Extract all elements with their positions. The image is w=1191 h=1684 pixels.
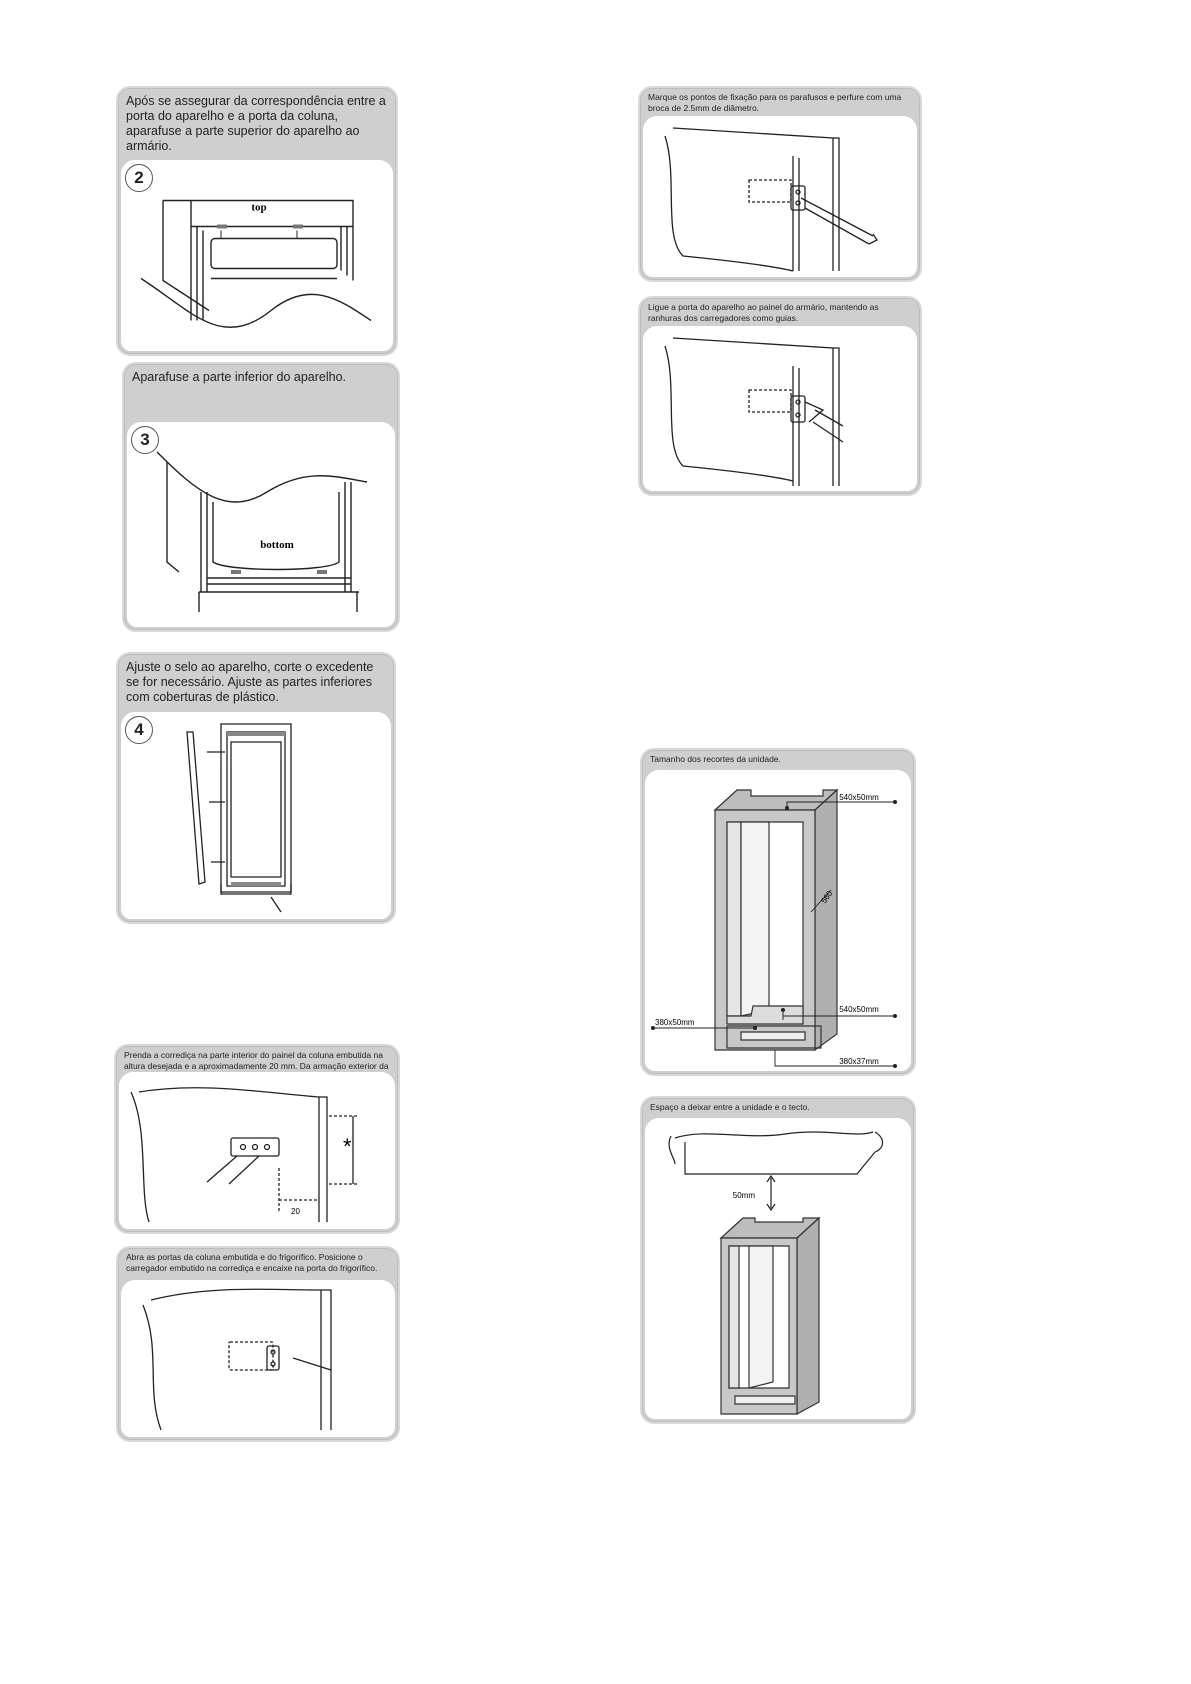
cutout-depth-dim: 560 [819,889,835,906]
step-2-panel [116,86,398,356]
ceiling-gap-illustration [645,1118,911,1419]
ceiling-gap-dim: 50mm [732,1191,755,1200]
ceiling-gap-panel [640,1096,916,1424]
cutout-left-dim: 380x50mm [655,1018,695,1027]
step-4-illustration [121,712,391,919]
cutout-illustration [645,770,911,1071]
open-doors-illustration [121,1280,395,1437]
cutout-top-dim: 540x50mm [839,793,879,802]
ceiling-gap-caption: Espaço a deixar entre a unidade e o tecto. [650,1102,810,1112]
drill-caption: Marque os pontos de fixação para os parafusos e perfure com uma broca de 2.5mm de diâmetro. [648,92,902,113]
step-3-illustration [127,422,395,627]
step-3-caption: Aparafuse a parte inferior do aparelho. [132,370,347,384]
step-2-caption: Após se assegurar da correspondência entre a porta do aparelho e a porta da coluna, aparafuse a parte superior do aparelho ao armário. [126,94,386,153]
step-2-illustration [121,160,393,351]
connect-illustration [643,326,917,491]
cutout-bottom-dim: 380x37mm [839,1057,879,1066]
height-star: * [343,1134,352,1159]
step-4-panel [116,652,396,924]
step-4-caption: Ajuste o selo ao aparelho, corte o excedente se for necessário. Ajuste as partes inferiores com coberturas de plástico. [126,660,374,704]
connect-panel [638,296,922,496]
step-4-number: 4 [125,716,153,744]
slide-dim-label: 20 [291,1207,300,1216]
slide-fixing-illustration [119,1072,395,1229]
cutout-right-dim: 540x50mm [839,1005,879,1014]
step-3-number: 3 [131,426,159,454]
cutout-panel [640,748,916,1076]
open-doors-panel [116,1246,400,1442]
slide-fixing-caption: Prenda a corrediça na parte interior do painel da coluna embutida na altura desejada e a aproximadamente 20 mm. Da armação exterior da [124,1050,389,1071]
connect-caption: Ligue a porta do aparelho ao painel do armário, mantendo as ranhuras dos carregadores como guias. [648,302,879,323]
step-2-number: 2 [125,164,153,192]
step-3-bottom-label: bottom [260,539,294,551]
step-2-top-label: top [251,201,267,214]
step-3-panel [122,362,400,632]
drill-illustration [643,116,917,277]
drill-panel [638,86,922,282]
open-doors-caption: Abra as portas da coluna embutida e do frigorífico. Posicione o carregador embutido na corrediça e encaixe na porta do frigorífico. [126,1252,378,1273]
cutout-caption: Tamanho dos recortes da unidade. [650,754,781,764]
slide-fixing-panel [114,1044,400,1234]
